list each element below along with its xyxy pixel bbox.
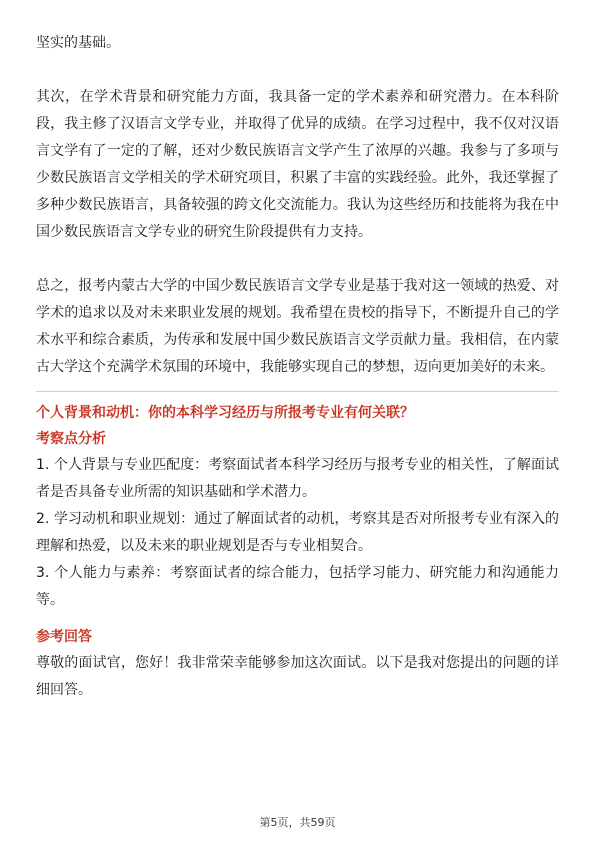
paragraph-gap (36, 246, 559, 273)
body-paragraph-conclusion: 总之，报考内蒙古大学的中国少数民族语言文学专业是基于我对这一领域的热爱、对学术的追求以及对未来职业发展的规划。我希望在贵校的指导下，不断提升自己的学术水平和综合素质，为传承和发展中国少数民族语言文学贡献力量。我相信，在内蒙古大学这个充满学术氛围的环境中，我能够实现自己的梦想，迈向更加美好的未来。 (36, 278, 559, 375)
analysis-item-1: 1. 个人背景与专业匹配度：考察面试者本科学习经历与报考专业的相关性，了解面试者是否具备专业所需的知识基础和学术潜力。 (36, 457, 559, 500)
reference-answer-text: 尊敬的面试官，您好！我非常荣幸能够参加这次面试。以下是我对您提出的问题的详细回答。 (36, 655, 559, 698)
body-paragraph-continuation: 坚实的基础。 (36, 35, 120, 51)
analysis-heading: 考察点分析 (36, 431, 106, 447)
page-number-footer: 第5页，共59页 (259, 816, 336, 829)
analysis-item-3: 3. 个人能力与素养：考察面试者的综合能力，包括学习能力、研究能力和沟通能力等。 (36, 565, 559, 608)
document-page (36, 30, 559, 704)
section-divider (36, 391, 559, 392)
body-paragraph-academic-background: 其次，在学术背景和研究能力方面，我具备一定的学术素养和研究潜力。在本科阶段，我主修了汉语言文学专业，并取得了优异的成绩。在学习过程中，我不仅对汉语言文学有了一定的了解，还对少数民族语言文学产生了浓厚的兴趣。我参与了多项与少数民族语言文学相关的学术研究项目，积累了丰富的实践经验。此外，我还掌握了多种少数民族语言，具备较强的跨文化交流能力。我认为这些经历和技能将为我在中国少数民族语言文学专业的研究生阶段提供有力支持。 (36, 89, 559, 240)
reference-answer-heading: 参考回答 (36, 629, 92, 645)
analysis-item-2: 2. 学习动机和职业规划：通过了解面试者的动机，考察其是否对所报考专业有深入的理解和热爱，以及未来的职业规划是否与专业相契合。 (36, 511, 559, 554)
paragraph-gap (36, 57, 559, 84)
interview-question: 个人背景和动机：你的本科学习经历与所报考专业有何关联？ (36, 405, 414, 421)
